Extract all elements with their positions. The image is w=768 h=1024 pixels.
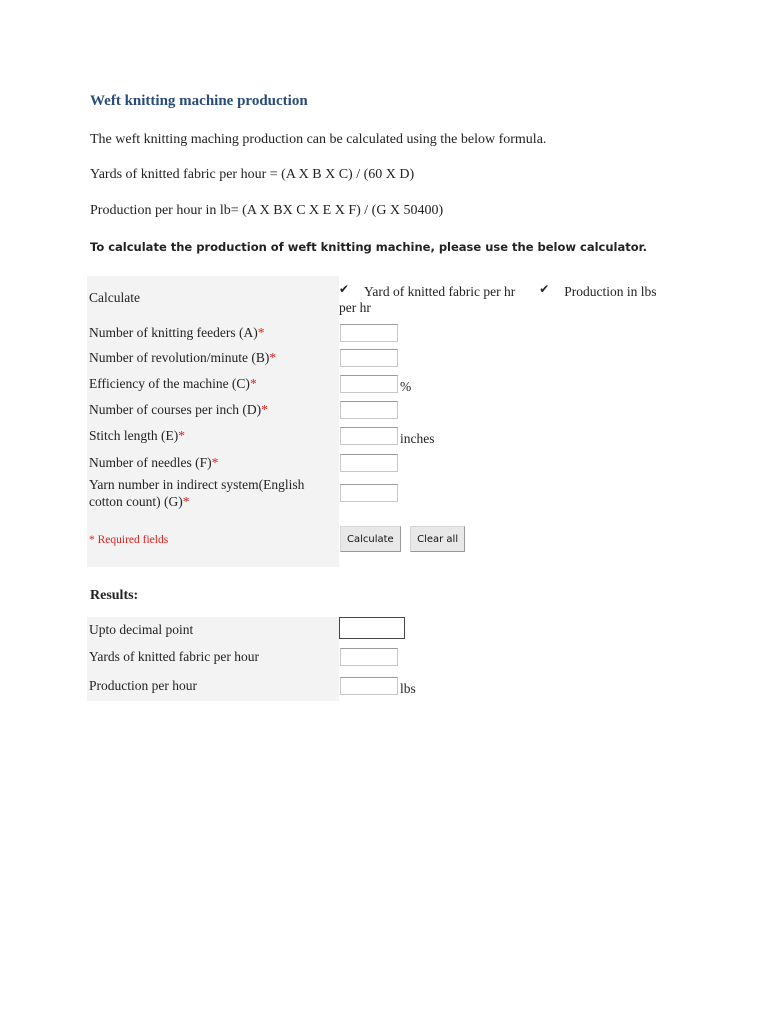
feeders-input[interactable] — [340, 324, 398, 342]
yarn-count-input[interactable] — [340, 484, 398, 502]
field-label-needles: Number of needles (F)* — [87, 449, 339, 476]
yards-result-field — [340, 648, 398, 666]
lbs-option-label: Production in lbs per hr — [339, 284, 657, 315]
lbs-checkbox[interactable]: ✔ — [539, 282, 550, 296]
field-label-revolution: Number of revolution/minute (B)* — [87, 345, 339, 370]
yards-checkbox[interactable]: ✔ — [339, 282, 350, 296]
decimal-select[interactable] — [339, 617, 405, 639]
inches-unit: inches — [400, 430, 435, 446]
production-result-label: Production per hour — [87, 671, 339, 701]
field-label-yarn: Yarn number in indirect system(English cotton count) (G)* — [87, 476, 339, 510]
field-label-efficiency: Efficiency of the machine (C)* — [87, 370, 339, 397]
lbs-unit: lbs — [400, 681, 416, 697]
page-title: Weft knitting machine production — [90, 93, 308, 109]
calculate-label: Calculate — [87, 276, 339, 320]
formula-yards: Yards of knitted fabric per hour = (A X B X C) / (60 X D) — [90, 167, 415, 182]
calculator-form — [87, 276, 670, 567]
stitch-input[interactable] — [340, 427, 398, 445]
calculate-button[interactable]: Calculate — [340, 526, 401, 552]
field-label-stitch: Stitch length (E)* — [87, 422, 339, 449]
efficiency-input[interactable] — [340, 375, 398, 393]
field-label-courses: Number of courses per inch (D)* — [87, 397, 339, 422]
courses-input[interactable] — [340, 401, 398, 419]
needles-input[interactable] — [340, 454, 398, 472]
formula-lbs: Production per hour in lb= (A X BX C X E X F) / (G X 50400) — [90, 203, 444, 218]
revolution-input[interactable] — [340, 349, 398, 367]
calculator-note: To calculate the production of weft knitting machine, please use the below calculator. — [90, 240, 648, 254]
results-table — [87, 617, 670, 701]
intro-text: The weft knitting maching production can be calculated using the below formula. — [90, 132, 547, 147]
field-label-feeders: Number of knitting feeders (A)* — [87, 320, 339, 345]
clear-all-button[interactable]: Clear all — [410, 526, 465, 552]
required-fields-note: * Required fields — [89, 533, 169, 546]
yards-result-label: Yards of knitted fabric per hour — [87, 643, 339, 671]
results-title: Results: — [90, 588, 139, 603]
decimal-label: Upto decimal point — [87, 617, 339, 643]
production-result-field — [340, 677, 398, 695]
percent-unit: % — [400, 378, 412, 394]
yards-option-label: Yard of knitted fabric per hr — [364, 284, 516, 299]
